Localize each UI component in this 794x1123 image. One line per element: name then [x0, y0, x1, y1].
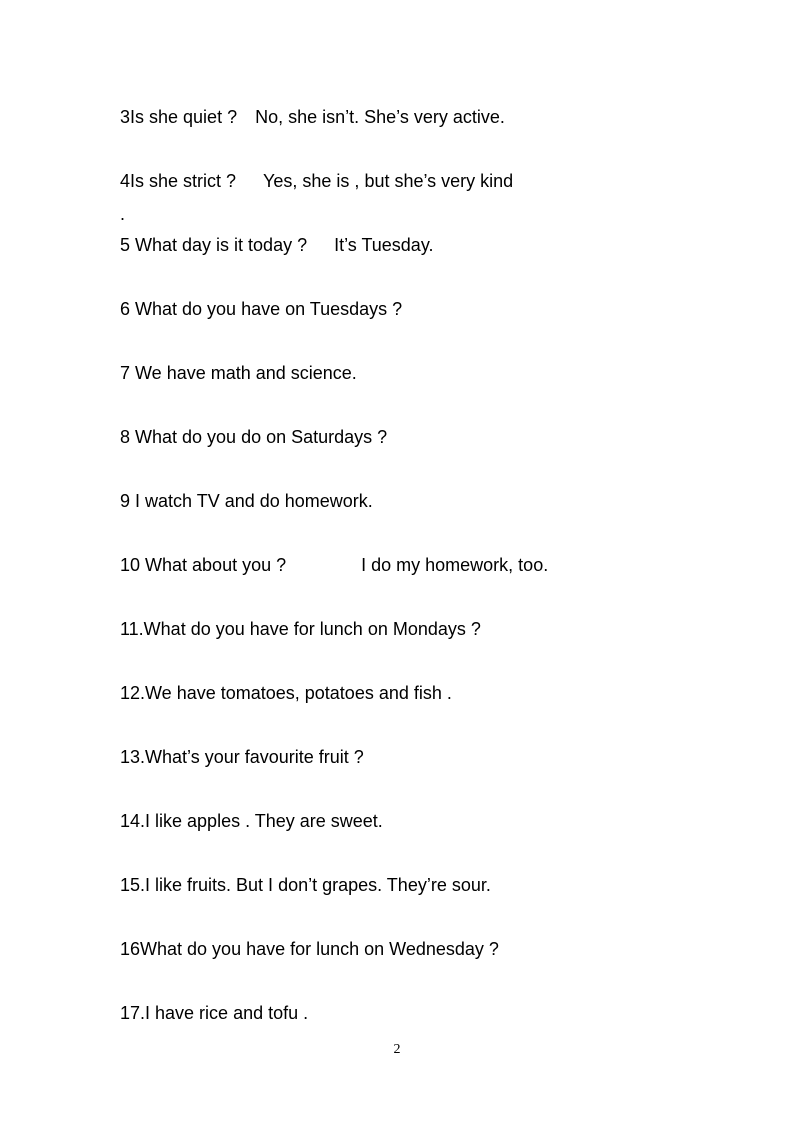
sentence-line-7	[120, 362, 357, 384]
question-text: 11.What do you have for lunch on Mondays ?	[120, 619, 481, 639]
answer-text: I do my homework, too.	[361, 555, 549, 575]
sentence-line-5	[120, 234, 433, 256]
question-text: 4Is she strict ?	[120, 171, 237, 191]
answer-text: It’s Tuesday.	[334, 235, 434, 255]
sentence-line-17	[120, 1002, 308, 1024]
sentence-line-14	[120, 810, 383, 832]
answer-text: Yes, she is , but she’s very kind	[263, 171, 514, 191]
sentence-line-6	[120, 298, 402, 320]
question-text: 6 What do you have on Tuesdays ?	[120, 299, 403, 319]
sentence-line-11	[120, 618, 481, 640]
question-text: 12.We have tomatoes, potatoes and fish .	[120, 683, 452, 703]
question-text: 16What do you have for lunch on Wednesday ?	[120, 939, 499, 959]
sentence-line-9	[120, 490, 373, 512]
sentence-line-8	[120, 426, 387, 448]
stray-period: .	[120, 204, 126, 224]
question-text: 3Is she quiet ?	[120, 107, 238, 127]
question-text: 10 What about you ?	[120, 555, 287, 575]
question-text: 14.I like apples . They are sweet.	[120, 811, 383, 831]
sentence-line-10	[120, 554, 548, 576]
sentence-line-4	[120, 170, 513, 192]
sentence-line-16	[120, 938, 499, 960]
question-text: 8 What do you do on Saturdays ?	[120, 427, 388, 447]
answer-text: No, she isn’t. She’s very active.	[255, 107, 505, 127]
question-text: 13.What’s your favourite fruit ?	[120, 747, 364, 767]
sentence-line-12	[120, 682, 452, 704]
question-text: 5 What day is it today ?	[120, 235, 308, 255]
question-text: 9 I watch TV and do homework.	[120, 491, 373, 511]
question-text: 17.I have rice and tofu .	[120, 1003, 309, 1023]
page-number: 2	[393, 1042, 401, 1057]
sentence-line-13	[120, 746, 364, 768]
question-text: 7 We have math and science.	[120, 363, 357, 383]
sentence-line-15	[120, 874, 491, 896]
question-text: 15.I like fruits. But I don’t grapes. They’re sour.	[120, 875, 491, 895]
sentence-line-3	[120, 106, 505, 128]
